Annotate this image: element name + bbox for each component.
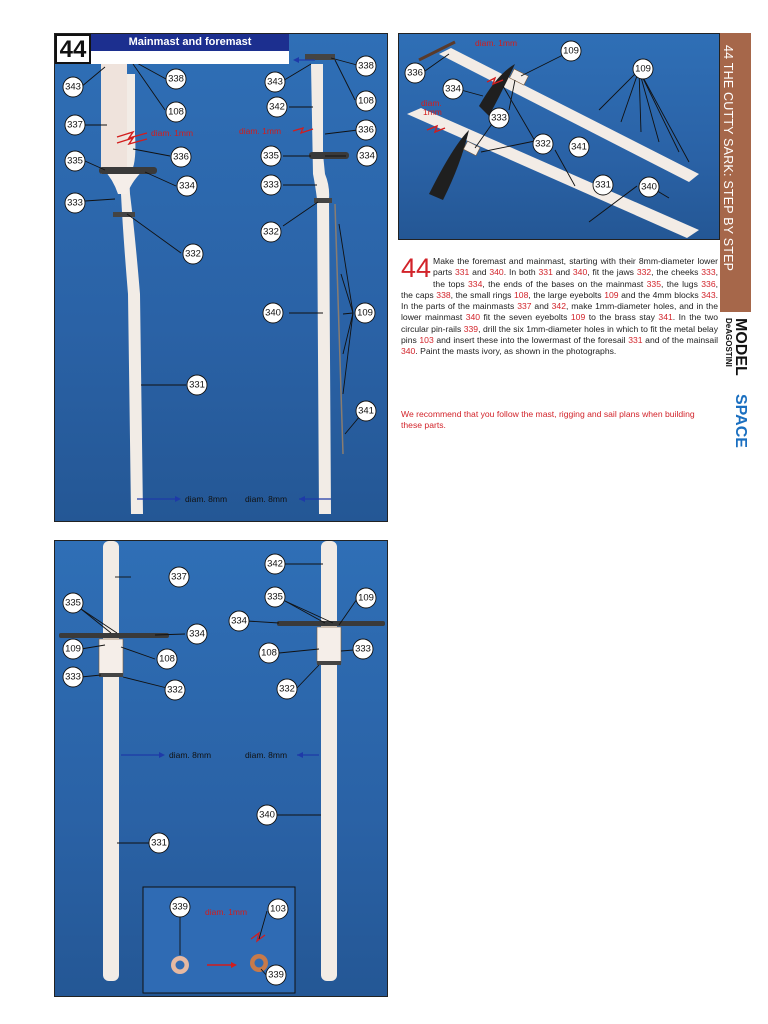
svg-text:333: 333 (491, 112, 507, 124)
svg-text:340: 340 (265, 307, 281, 319)
callout-331-c (149, 833, 169, 853)
callout-332-c (533, 134, 553, 154)
svg-text:334: 334 (231, 615, 247, 627)
callout-337-b (169, 567, 189, 587)
callout-103 (268, 899, 288, 919)
callout-332-e (277, 679, 297, 699)
callout-334-d (187, 624, 207, 644)
svg-text:331: 331 (189, 379, 205, 391)
svg-text:SPACE: SPACE (732, 394, 749, 448)
svg-text:341: 341 (358, 405, 374, 417)
svg-text:342: 342 (267, 558, 283, 570)
svg-text:333: 333 (65, 671, 81, 683)
callout-333-c (489, 108, 509, 128)
svg-text:342: 342 (269, 101, 285, 113)
svg-text:336: 336 (173, 151, 189, 163)
callout-339-a (170, 897, 190, 917)
svg-text:109: 109 (635, 63, 651, 75)
svg-text:343: 343 (267, 76, 283, 88)
svg-text:339: 339 (172, 901, 188, 913)
label-diam-8mm-left: diam. 8mm (185, 494, 228, 504)
photo-masts-overview (54, 33, 388, 522)
instructions-paragraph: 44 Make the foremast and mainmast, starting with their 8mm-diameter lower parts 331 and 340. In both 331 and 340, fit the jaws 332, the cheeks 333, the tops 334, the ends of the bases on the mainmast 335, the lugs 336, the caps 338, the small rings 108, the large eyebolts 109 and the 4mm blocks 343. In the parts of the mainmasts 337 and 342, make 1mm-diameter holes, and in the lower mainmast 340 fit the seven eyebolts 109 to the brass stay 341. In the two circular pin-rails 339, drill the six 1mm-diameter holes in which to fit the metal belay pins 103 and insert these into the lowermast of the foresail 331 and of the mainsail 340. Paint the masts ivory, as shown in the photographs. (401, 253, 719, 357)
foremast-upper (101, 56, 127, 174)
svg-text:332: 332 (279, 683, 295, 695)
callout-332-a (183, 244, 203, 264)
callout-108-b (356, 91, 376, 111)
lower-masts-drawing (55, 541, 388, 997)
svg-text:334: 334 (189, 628, 205, 640)
foremast-lower-top (59, 633, 169, 638)
callout-108-c (157, 649, 177, 669)
svg-text:109: 109 (358, 592, 374, 604)
svg-text:340: 340 (641, 181, 657, 193)
step-number-large: 44 (401, 253, 432, 283)
svg-text:332: 332 (185, 248, 201, 260)
photo-detail-tops (398, 33, 720, 240)
callout-108-d (259, 643, 279, 663)
foremast-top (99, 167, 157, 174)
recommendation-note: We recommend that you follow the mast, rigging and sail plans when building these parts. (401, 409, 695, 431)
label-diam-1mm-right: diam. 1mm (239, 126, 282, 136)
deagostini-model-space-logo (718, 318, 756, 498)
page-title: Mainmast and foremast (91, 34, 289, 51)
callout-332-d (165, 680, 185, 700)
callout-109-a (355, 303, 375, 323)
callout-343-a (63, 77, 83, 97)
label-diam-8mm-right: diam. 8mm (245, 494, 288, 504)
label-diam-lower: diam. (421, 98, 442, 108)
label-diam-1mm-upper: diam. 1mm (475, 38, 518, 48)
mainmast-lower-shape (321, 541, 337, 981)
label-diam-8mm-bottom-right: diam. 8mm (245, 750, 288, 760)
svg-text:339: 339 (268, 969, 284, 981)
title-bar-underlay (91, 51, 289, 64)
svg-text:337: 337 (171, 571, 187, 583)
svg-text:332: 332 (535, 138, 551, 150)
svg-text:334: 334 (179, 180, 195, 192)
callout-333-b (261, 175, 281, 195)
label-1mm-lower: 1mm (423, 107, 442, 117)
svg-text:108: 108 (261, 647, 277, 659)
callout-109-d (63, 639, 83, 659)
top-piece-lower (429, 130, 469, 200)
callout-335-c (63, 593, 83, 613)
foremast-lower-shape (103, 541, 119, 981)
svg-text:108: 108 (358, 95, 374, 107)
masts-overview-drawing (55, 34, 388, 522)
callout-334-a (177, 176, 197, 196)
svg-text:333: 333 (355, 643, 371, 655)
callout-342-a (267, 97, 287, 117)
step-number-badge: 44 (55, 34, 91, 64)
callout-333-a (65, 193, 85, 213)
callout-109-c (633, 59, 653, 79)
callout-334-e (229, 611, 249, 631)
svg-text:341: 341 (571, 141, 587, 153)
svg-text:108: 108 (168, 106, 184, 118)
callout-338-a (166, 69, 186, 89)
callout-332-b (261, 222, 281, 242)
callout-340-b (639, 177, 659, 197)
svg-text:334: 334 (359, 150, 375, 162)
svg-text:336: 336 (358, 124, 374, 136)
svg-text:340: 340 (259, 809, 275, 821)
svg-text:109: 109 (65, 643, 81, 655)
photo-lower-masts (54, 540, 388, 997)
mainmast-shape (311, 64, 331, 514)
callout-331-b (593, 175, 613, 195)
callout-336-b (356, 120, 376, 140)
side-strip-title: 44 THE CUTTY SARK: STEP BY STEP (721, 45, 735, 272)
callout-338-b (356, 56, 376, 76)
svg-text:338: 338 (358, 60, 374, 72)
label-diam-1mm-left: diam. 1mm (151, 128, 194, 138)
callout-340-a (263, 303, 283, 323)
callout-335-a (65, 151, 85, 171)
callout-333-e (353, 639, 373, 659)
callout-331-a (187, 375, 207, 395)
callout-109-b (561, 41, 581, 61)
callout-339-b (266, 965, 286, 985)
svg-text:331: 331 (595, 179, 611, 191)
callout-337 (65, 115, 85, 135)
callout-341-a (356, 401, 376, 421)
svg-text:108: 108 (159, 653, 175, 665)
svg-text:331: 331 (151, 837, 167, 849)
svg-text:109: 109 (357, 307, 373, 319)
callout-341-b (569, 137, 589, 157)
callout-340-c (257, 805, 277, 825)
callout-108-a (166, 102, 186, 122)
svg-text:335: 335 (67, 155, 83, 167)
svg-text:333: 333 (67, 197, 83, 209)
svg-text:337: 337 (67, 119, 83, 131)
label-diam-8mm-bottom-left: diam. 8mm (169, 750, 212, 760)
svg-text:336: 336 (407, 67, 423, 79)
callout-342-b (265, 554, 285, 574)
callout-109-e (356, 588, 376, 608)
tops-detail-drawing (399, 34, 720, 240)
svg-text:343: 343 (65, 81, 81, 93)
label-diam-1mm-inset: diam. 1mm (205, 907, 248, 917)
callout-334-c (443, 79, 463, 99)
callout-335-d (265, 587, 285, 607)
callout-335-b (261, 146, 281, 166)
svg-text:338: 338 (168, 73, 184, 85)
svg-text:335: 335 (65, 597, 81, 609)
callout-336-c (405, 63, 425, 83)
svg-text:MODEL: MODEL (732, 318, 749, 376)
svg-text:335: 335 (267, 591, 283, 603)
svg-text:103: 103 (270, 903, 286, 915)
svg-text:332: 332 (167, 684, 183, 696)
callout-336-a (171, 147, 191, 167)
svg-text:332: 332 (263, 226, 279, 238)
svg-text:DeAGOSTINI: DeAGOSTINI (724, 318, 733, 367)
svg-text:335: 335 (263, 150, 279, 162)
callout-343-b (265, 72, 285, 92)
mainmast-top (309, 152, 349, 159)
svg-text:333: 333 (263, 179, 279, 191)
callout-334-b (357, 146, 377, 166)
svg-text:334: 334 (445, 83, 461, 95)
svg-text:109: 109 (563, 45, 579, 57)
callout-333-d (63, 667, 83, 687)
